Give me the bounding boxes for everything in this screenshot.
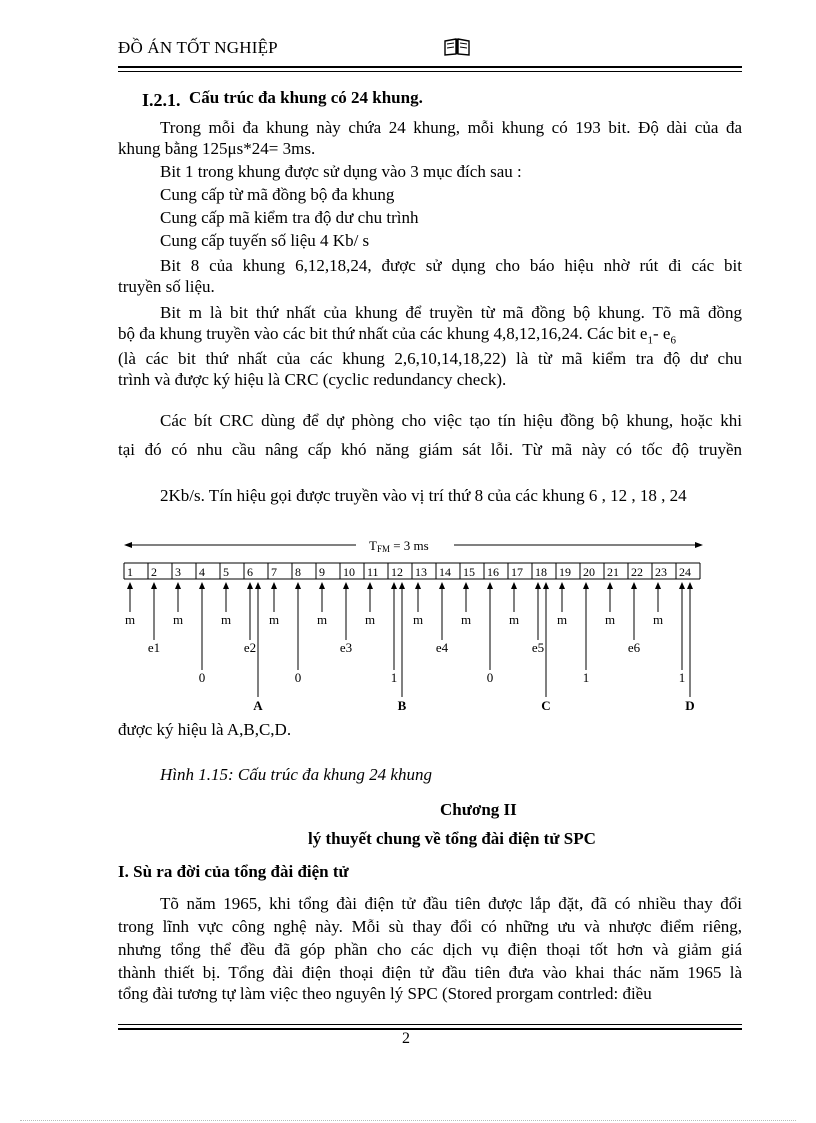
frame-number: 24	[679, 565, 691, 579]
e-label: e6	[627, 640, 641, 655]
m-bit-arrow	[607, 582, 613, 612]
m-bit-arrow	[367, 582, 373, 612]
paragraph-line: nhưng tổng thể đều đã góp phần cho các dịch vụ điện thoại tốt hơn và giảm giá	[118, 940, 742, 959]
m-bit-arrow	[271, 582, 277, 612]
paragraph-line: khung bằng 125μs*24= 3ms.	[118, 139, 316, 158]
e-bit-arrow	[247, 582, 253, 640]
frame-number: 3	[175, 565, 181, 579]
list-item: Cung cấp tuyến số liệu 4 Kb/ s	[160, 231, 370, 250]
m-label: m	[220, 612, 232, 627]
span-label-t: T	[369, 538, 377, 553]
paragraph-line: tại đó có nhu cầu nâng cấp khó năng giám sát lỗi. Từ mã này có tốc độ truyền	[118, 440, 742, 459]
e-bit-arrow	[151, 582, 157, 640]
paragraph-line: Các bít CRC dùng để dự phòng cho việc tạo tín hiệu đồng bộ khung, hoặc khi	[160, 411, 742, 430]
paragraph-line: trong lĩnh vực công nghệ này. Mỗi sù thay đổi có những ưu và nhược điểm riêng,	[118, 917, 742, 936]
frame-number: 6	[247, 565, 253, 579]
m-label: m	[460, 612, 472, 627]
frame-number: 13	[415, 565, 427, 579]
e-bit-arrow	[343, 582, 349, 640]
signal-label: D	[685, 698, 695, 713]
paragraph-line: trình và được ký hiệu là CRC (cyclic redundancy check).	[118, 370, 507, 389]
frame-number: 20	[583, 565, 595, 579]
figure-caption: Hình 1.15: Cấu trúc đa khung 24 khung	[160, 765, 432, 784]
paragraph-text: bộ đa khung truyền vào các bit thứ nhất của các khung 4,8,12,16,24. Các bit e	[118, 324, 648, 343]
frame-number: 18	[535, 565, 547, 579]
header-title: ĐỒ ÁN TỐT NGHIỆP	[118, 38, 278, 57]
paragraph-line: Bit m là bit thứ nhất của khung để truyền từ mã đồng bộ khung. Tõ mã đồng	[160, 303, 742, 322]
page-number: 2	[402, 1030, 410, 1047]
frame-number: 22	[631, 565, 643, 579]
frame-number: 15	[463, 565, 475, 579]
subscript: 1	[647, 334, 653, 347]
e-label: e2	[243, 640, 257, 655]
frame-number: 10	[343, 565, 355, 579]
list-item: Cung cấp từ mã đồng bộ đa khung	[160, 185, 395, 204]
frame-number: 5	[223, 565, 229, 579]
m-bit-arrow	[559, 582, 565, 612]
paragraph-line: Trong mỗi đa khung này chứa 24 khung, mỗi khung có 193 bit. Độ dài của đa	[160, 118, 742, 137]
m-bit-arrow	[127, 582, 133, 612]
paragraph-line: tổng đài tương tự làm việc theo nguyên lý SPC (Stored prorgam contrled: điều	[118, 984, 652, 1003]
span-label-value: = 3 ms	[389, 538, 429, 553]
e-label: e1	[147, 640, 161, 655]
paragraph-line: thành thiết bị. Tổng đài điện thoại điện tử đầu tiên đưa vào khai thác năm 1965 là	[118, 963, 742, 982]
m-label: m	[652, 612, 664, 627]
span-label-sub: FM	[376, 544, 390, 554]
section-number: I.2.1.	[142, 90, 181, 110]
span-label	[369, 538, 429, 554]
m-label: m	[412, 612, 424, 627]
e-label: e5	[531, 640, 545, 655]
m-bit-arrow	[511, 582, 517, 612]
page-edge-dots	[20, 1120, 796, 1121]
e-bit-arrow	[439, 582, 445, 640]
e-bit-arrow	[535, 582, 541, 640]
frame-number: 17	[511, 565, 523, 579]
chapter-title: lý thuyết chung về tổng đài điện tử SPC	[308, 829, 596, 848]
m-label: m	[508, 612, 520, 627]
e-label: e4	[435, 640, 449, 655]
section-heading: I. Sù ra đời của tổng đài điện tử	[118, 862, 349, 881]
sync-bit-arrow	[583, 582, 589, 670]
frame-number: 21	[607, 565, 619, 579]
signal-bit-arrow	[399, 582, 405, 697]
signal-bit-arrow	[687, 582, 693, 697]
m-label: m	[604, 612, 616, 627]
frame-number: 7	[271, 565, 277, 579]
frame-number: 8	[295, 565, 301, 579]
paragraph-line	[118, 324, 742, 346]
sync-bit-label: 0	[198, 670, 206, 685]
frame-number: 11	[367, 565, 379, 579]
sync-bit-arrow	[679, 582, 685, 670]
frame-number: 9	[319, 565, 325, 579]
frame-number: 2	[151, 565, 157, 579]
frame-number: 14	[439, 565, 451, 579]
book-icon	[444, 38, 470, 61]
sync-bit-arrow	[199, 582, 205, 670]
paragraph-line: được ký hiệu là A,B,C,D.	[118, 720, 292, 739]
m-label: m	[268, 612, 280, 627]
paragraph-text: - e	[652, 324, 671, 343]
sync-bit-label: 1	[390, 670, 398, 685]
paragraph-line: Bit 1 trong khung được sử dụng vào 3 mục đích sau :	[160, 162, 522, 181]
paragraph-line: Bit 8 của khung 6,12,18,24, được sử dụng cho báo hiệu nhờ rút đi các bit	[160, 256, 742, 275]
multiframe-diagram	[0, 530, 816, 720]
m-bit-arrow	[463, 582, 469, 612]
sync-bit-label: 1	[582, 670, 590, 685]
header-rule-bottom	[118, 71, 742, 72]
subscript: 6	[670, 334, 676, 347]
footer-rule-bottom	[118, 1028, 742, 1030]
m-label: m	[172, 612, 184, 627]
section-title: Cấu trúc đa khung có 24 khung.	[189, 88, 423, 107]
m-label: m	[364, 612, 376, 627]
m-label: m	[556, 612, 568, 627]
frame-number: 19	[559, 565, 571, 579]
e-label: e3	[339, 640, 353, 655]
header-rule-top	[118, 66, 742, 68]
paragraph-line: truyền số liệu.	[118, 277, 215, 296]
m-label: m	[316, 612, 328, 627]
frame-number: 4	[199, 565, 205, 579]
frame-number: 1	[127, 565, 133, 579]
signal-label: C	[541, 698, 551, 713]
sync-bit-label: 0	[294, 670, 302, 685]
m-label: m	[124, 612, 136, 627]
sync-bit-arrow	[391, 582, 397, 670]
paragraph-line: (là các bit thứ nhất của các khung 2,6,10,14,18,22) là từ mã kiểm tra độ dư chu	[118, 349, 742, 368]
e-bit-arrow	[631, 582, 637, 640]
m-bit-arrow	[223, 582, 229, 612]
frame-number: 23	[655, 565, 667, 579]
frame-number: 16	[487, 565, 499, 579]
paragraph-line: Tõ năm 1965, khi tổng đài điện tử đầu tiên được lắp đặt, đã có nhiều thay đổi	[160, 894, 742, 913]
m-bit-arrow	[655, 582, 661, 612]
signal-label: A	[253, 698, 263, 713]
chapter-number: Chương II	[440, 800, 517, 819]
paragraph-line: 2Kb/s. Tín hiệu gọi được truyền vào vị trí thứ 8 của các khung 6 , 12 , 18 , 24	[160, 486, 687, 505]
m-bit-arrow	[175, 582, 181, 612]
sync-bit-label: 0	[486, 670, 494, 685]
sync-bit-arrow	[487, 582, 493, 670]
m-bit-arrow	[415, 582, 421, 612]
signal-label: B	[397, 698, 407, 713]
list-item: Cung cấp mã kiểm tra độ dư chu trình	[160, 208, 419, 227]
sync-bit-label: 1	[678, 670, 686, 685]
frame-number: 12	[391, 565, 403, 579]
m-bit-arrow	[319, 582, 325, 612]
footer-rule-top	[118, 1024, 742, 1025]
sync-bit-arrow	[295, 582, 301, 670]
